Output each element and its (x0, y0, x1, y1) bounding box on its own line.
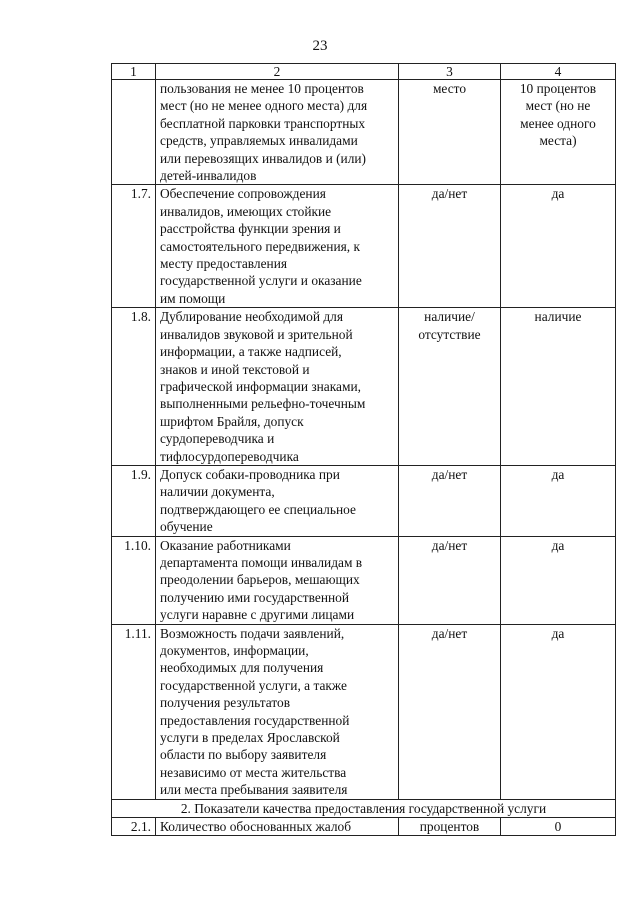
indicator-name-line: государственной услуги, а также (160, 677, 347, 693)
indicator-name (156, 80, 399, 185)
row-number: 1.7. (112, 185, 156, 308)
indicator-name-line: инвалидов, имеющих стойкие (160, 203, 332, 219)
indicator-name-line: необходимых для получения (160, 660, 324, 676)
indicator-name-line: департамента помощи инвалидам в (160, 554, 363, 570)
value-cell-line: да (551, 186, 565, 202)
indicator-name-line: им помощи (160, 290, 226, 306)
indicator-name-line: или перевозящих инвалидов и (или) (160, 150, 367, 166)
value-cell-line: 0 (554, 819, 562, 835)
indicator-name-line: бесплатной парковки транспортных (160, 115, 366, 131)
indicator-name-line: знаков и иной текстовой и (160, 361, 310, 377)
row-number: 1.10. (112, 536, 156, 624)
header-col-2: 2 (156, 64, 399, 80)
indicator-name-line: Оказание работниками (160, 537, 291, 553)
unit-cell (399, 818, 501, 836)
indicator-name-line: тифлосурдопереводчика (160, 448, 299, 464)
value-cell-line: 10 процентов (519, 81, 597, 96)
unit-cell (399, 80, 501, 185)
value-cell (501, 624, 616, 799)
indicator-name-line: пользования не менее 10 процентов (160, 81, 364, 96)
unit-cell-line: да/нет (431, 625, 468, 641)
indicator-name-line: Количество обоснованных жалоб (160, 819, 352, 835)
indicator-name (156, 465, 399, 536)
header-col-4: 4 (501, 64, 616, 80)
indicator-name-line: средств, управляемых инвалидами (160, 133, 358, 149)
value-cell (501, 536, 616, 624)
indicator-name-line: сурдопереводчика и (160, 431, 275, 447)
unit-cell (399, 624, 501, 799)
row-number: 1.9. (112, 465, 156, 536)
indicator-name-line: обучение (160, 519, 213, 535)
header-col-3: 3 (399, 64, 501, 80)
value-cell-line: менее одного (520, 115, 596, 131)
indicator-name-line: мест (но не менее одного места) для (160, 98, 368, 114)
indicator-name-line: Допуск собаки-проводника при (160, 466, 340, 482)
unit-cell-line: да/нет (431, 186, 468, 202)
unit-cell (399, 308, 501, 466)
unit-cell-line: да/нет (431, 466, 468, 482)
row-number: 1.11. (112, 624, 156, 799)
value-cell (501, 80, 616, 185)
indicator-name-line: предоставления государственной (160, 712, 350, 728)
header-col-1: 1 (112, 64, 156, 80)
indicator-name-line: наличии документа, (160, 484, 275, 500)
unit-cell-line: место (432, 81, 467, 96)
value-cell (501, 185, 616, 308)
table-row (112, 624, 616, 799)
indicator-name-line: документов, информации, (160, 643, 309, 658)
indicator-name-line: области по выбору заявителя (160, 747, 327, 763)
indicator-name-line: получению ими государственной (160, 589, 350, 605)
table-row (112, 185, 616, 308)
header-row (112, 64, 616, 80)
indicator-name-line: графической информации знаками, (160, 378, 361, 394)
value-cell-line: наличие (534, 309, 582, 325)
indicator-name-line: самостоятельного передвижения, к (160, 238, 361, 254)
indicator-name-line: Дублирование необходимой для (160, 309, 344, 325)
value-cell (501, 818, 616, 836)
value-cell (501, 465, 616, 536)
row-number (112, 80, 156, 185)
unit-cell (399, 465, 501, 536)
table-row (112, 308, 616, 466)
value-cell-line: места) (539, 133, 577, 149)
indicator-name-line: выполненными рельефно-точечным (160, 396, 366, 412)
table-row (112, 818, 616, 836)
indicator-name (156, 624, 399, 799)
indicator-name-line: услуги в пределах Ярославской (160, 730, 340, 746)
table-row (112, 80, 616, 185)
indicator-name-line: месту предоставления (160, 256, 288, 272)
page-number: 23 (312, 38, 328, 54)
indicator-name (156, 308, 399, 466)
row-number: 1.8. (112, 308, 156, 466)
row-number: 2.1. (112, 818, 156, 836)
indicators-table (111, 63, 616, 836)
unit-cell (399, 536, 501, 624)
unit-cell-line: наличие/ (424, 309, 475, 325)
indicator-name-line: или места пребывания заявителя (160, 782, 348, 798)
value-cell-line: мест (но не (525, 98, 591, 114)
value-cell (501, 308, 616, 466)
indicator-name-line: шрифтом Брайля, допуск (160, 413, 304, 429)
indicator-name-line: преодолении барьеров, мешающих (160, 572, 360, 588)
value-cell-line: да (551, 466, 565, 482)
indicator-name (156, 185, 399, 308)
indicator-name-line: Обеспечение сопровождения (160, 186, 326, 202)
indicator-name-line: независимо от места жительства (160, 764, 347, 780)
indicator-name-line: расстройства функции зрения и (160, 221, 341, 237)
indicator-name-line: детей-инвалидов (160, 168, 257, 184)
table-row (112, 536, 616, 624)
value-cell-line: да (551, 537, 565, 553)
value-cell-line: да (551, 625, 565, 641)
section-row (112, 799, 616, 817)
section-title: 2. Показатели качества предоставления государственной услуги (112, 799, 616, 817)
indicator-name-line: получения результатов (160, 695, 291, 711)
indicator-name (156, 536, 399, 624)
indicator-name-line: информации, а также надписей, (160, 344, 342, 360)
indicator-name-line: инвалидов звуковой и зрительной (160, 326, 353, 342)
unit-cell-line: процентов (419, 819, 480, 835)
unit-cell-line: да/нет (431, 537, 468, 553)
unit-cell (399, 185, 501, 308)
unit-cell-line: отсутствие (418, 326, 481, 342)
indicator-name-line: государственной услуги и оказание (160, 273, 362, 289)
indicator-name-line: Возможность подачи заявлений, (160, 625, 345, 641)
table-row (112, 465, 616, 536)
indicator-name-line: услуги наравне с другими лицами (160, 607, 355, 623)
indicator-name-line: подтверждающего ее специальное (160, 501, 356, 517)
indicator-name (156, 818, 399, 836)
